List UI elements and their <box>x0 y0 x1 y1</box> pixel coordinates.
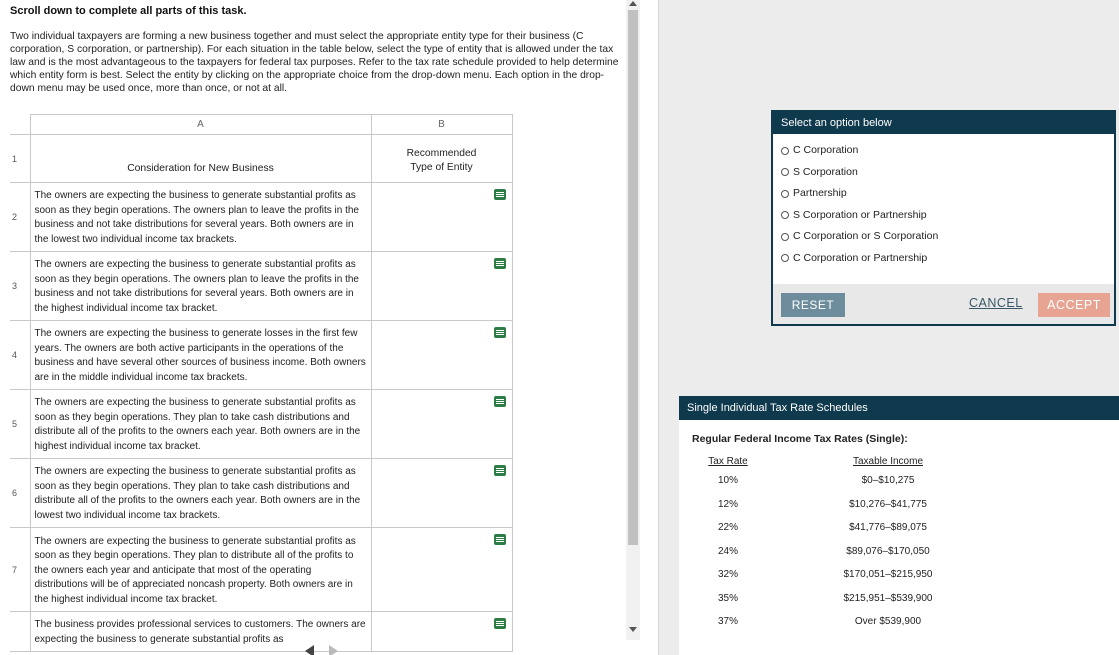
entity-select-cell[interactable] <box>371 528 512 612</box>
option-label: S Corporation or Partnership <box>793 208 927 221</box>
table-row <box>692 587 1012 611</box>
option-popup <box>771 110 1116 326</box>
table-row <box>692 610 1012 634</box>
table-row <box>692 493 1012 517</box>
option-list <box>773 134 1114 269</box>
table-row <box>10 183 512 252</box>
table-row <box>692 563 1012 587</box>
previous-arrow-icon[interactable] <box>305 645 314 655</box>
row-number: 1 <box>10 135 30 183</box>
radio-icon[interactable] <box>781 211 789 219</box>
option-label: C Corporation <box>793 144 859 156</box>
consideration-header: Consideration for New Business <box>30 135 371 183</box>
radio-icon[interactable] <box>781 147 789 155</box>
consideration-cell: The owners are expecting the business to generate substantial profits as soon as they begin operations. The owners plan to leave the profits in the business and not take distributions for several years. Both owners are in the lowest two individual income tax brackets. <box>30 183 371 252</box>
consideration-cell: The owners are expecting the business to generate substantial profits as soon as they begin operations. They plan to take cash distributions and distribute all of the profits to the owners each year. Both owners are in the highest individual income tax bracket. <box>30 390 371 459</box>
column-header-a: A <box>30 115 371 135</box>
row-number: 4 <box>10 321 30 390</box>
income-range-cell: $41,776–$89,075 <box>849 522 927 534</box>
income-range-cell: $89,076–$170,050 <box>846 545 930 557</box>
dropdown-menu-icon[interactable] <box>494 189 506 200</box>
vertical-scrollbar[interactable] <box>626 0 640 640</box>
tax-rate-cell: 32% <box>717 569 738 581</box>
tax-rate-cell: 12% <box>717 498 738 510</box>
income-range-cell: $215,951–$539,900 <box>843 592 933 604</box>
option-item[interactable] <box>781 162 1114 184</box>
entity-header-line1: Recommended <box>406 147 477 159</box>
option-item[interactable] <box>781 205 1114 227</box>
dropdown-menu-icon[interactable] <box>494 465 506 476</box>
income-range-cell: $10,276–$41,775 <box>849 498 927 510</box>
table-row <box>10 612 512 652</box>
dropdown-menu-icon[interactable] <box>494 327 506 338</box>
table-row <box>692 540 1012 564</box>
scrollbar-thumb[interactable] <box>628 10 638 545</box>
row-number: 2 <box>10 183 30 252</box>
radio-icon[interactable] <box>781 168 789 176</box>
next-arrow-icon[interactable] <box>329 645 338 655</box>
tax-rate-cell: 35% <box>717 592 738 604</box>
scroll-up-icon[interactable] <box>629 1 637 6</box>
row-number: 5 <box>10 390 30 459</box>
page-nav <box>305 645 345 655</box>
reset-button[interactable]: RESET <box>781 293 845 317</box>
table-row <box>10 459 512 528</box>
dropdown-menu-icon[interactable] <box>494 396 506 407</box>
entity-header-line2: Type of Entity <box>410 161 473 173</box>
option-label: C Corporation or S Corporation <box>793 230 939 242</box>
row-number <box>10 612 30 652</box>
table-row <box>10 321 512 390</box>
corner-cell <box>10 115 30 135</box>
option-item[interactable] <box>781 248 1114 270</box>
entity-header <box>371 135 512 183</box>
tax-rate-cell: 10% <box>717 475 738 487</box>
entity-table <box>10 114 513 652</box>
column-header-b: B <box>371 115 512 135</box>
row-number: 3 <box>10 252 30 321</box>
consideration-cell: The business provides professional services to customers. The owners are expecting the business to generate substantial profits as <box>30 612 371 652</box>
income-range-cell: Over $539,900 <box>854 616 922 628</box>
dropdown-menu-icon[interactable] <box>494 534 506 545</box>
option-label: Partnership <box>793 187 847 199</box>
entity-select-cell[interactable] <box>371 252 512 321</box>
income-range-cell: $0–$10,275 <box>861 475 915 487</box>
radio-icon[interactable] <box>781 254 789 262</box>
taxable-income-column-header: Taxable Income <box>852 455 924 467</box>
income-range-cell: $170,051–$215,950 <box>843 569 933 581</box>
option-item[interactable] <box>781 140 1114 162</box>
option-item[interactable] <box>781 183 1114 205</box>
option-item[interactable] <box>781 226 1114 248</box>
tax-rate-panel <box>679 396 1119 655</box>
task-title: Scroll down to complete all parts of this task. <box>10 5 247 17</box>
consideration-cell: The owners are expecting the business to generate substantial profits as soon as they begin operations. They plan to take cash distributions and distribute all of the profits to the owners each year. Both owners are in the lowest two individual income tax brackets. <box>30 459 371 528</box>
option-label: C Corporation or Partnership <box>793 251 928 264</box>
row-number: 7 <box>10 528 30 612</box>
radio-icon[interactable] <box>781 233 789 241</box>
consideration-cell: The owners are expecting the business to generate substantial profits as soon as they begin operations. They plan to distribute all of the profits to the owners each year and anticipate that most of the operating distributions will be of appreciated noncash property. Both owners are in the highest individual income tax bracket. <box>30 528 371 612</box>
instructions-text: Two individual taxpayers are forming a new business together and must select the appropriate entity type for their business (C corporation, S corporation, or partnership). For each situation in the table below, select the type of entity that is allowed under the tax law and is the most advantageous to the taxpayers for federal tax purposes. Refer to the tax rate schedule provided to help determine which entity form is best. Select the entity by clicking on the appropriate choice from the drop-down menu. Each option in the drop-down menu may be used once, more than once, or not at all. <box>10 31 619 94</box>
table-row <box>10 528 512 612</box>
table-row <box>10 390 512 459</box>
dropdown-menu-icon[interactable] <box>494 618 506 629</box>
tax-panel-header: Single Individual Tax Rate Schedules <box>679 396 1119 420</box>
tax-rate-column-header: Tax Rate <box>708 455 748 467</box>
consideration-cell: The owners are expecting the business to generate losses in the first few years. The owners are both active participants in the operations of the business and have several other sources of business income. Both owners are in the middle individual income tax brackets. <box>30 321 371 390</box>
entity-select-cell[interactable] <box>371 321 512 390</box>
reference-pane <box>658 0 1119 655</box>
entity-select-cell[interactable] <box>371 459 512 528</box>
accept-button[interactable]: ACCEPT <box>1038 293 1110 317</box>
tax-rate-cell: 37% <box>717 616 738 628</box>
tax-rate-cell: 22% <box>717 522 738 534</box>
table-row <box>692 516 1012 540</box>
tax-panel-subtitle: Regular Federal Income Tax Rates (Single): <box>692 433 908 445</box>
tax-rate-cell: 24% <box>717 545 738 557</box>
table-row <box>692 469 1012 493</box>
table-row <box>10 252 512 321</box>
option-label: S Corporation <box>793 165 858 178</box>
dropdown-menu-icon[interactable] <box>494 258 506 269</box>
scroll-down-icon[interactable] <box>629 627 637 632</box>
popup-footer <box>773 284 1114 324</box>
consideration-cell: The owners are expecting the business to generate substantial profits as soon as they begin operations. The owners plan to leave the profits in the business and not take distributions for several years. Both owners are in the highest individual income tax bracket. <box>30 252 371 321</box>
entity-select-cell[interactable] <box>371 390 512 459</box>
radio-icon[interactable] <box>781 190 789 198</box>
entity-select-cell[interactable] <box>371 612 512 652</box>
popup-header: Select an option below <box>773 112 1114 134</box>
row-number: 6 <box>10 459 30 528</box>
cancel-button[interactable]: CANCEL <box>969 296 1023 310</box>
entity-select-cell[interactable] <box>371 183 512 252</box>
tax-rate-table <box>692 453 1012 634</box>
